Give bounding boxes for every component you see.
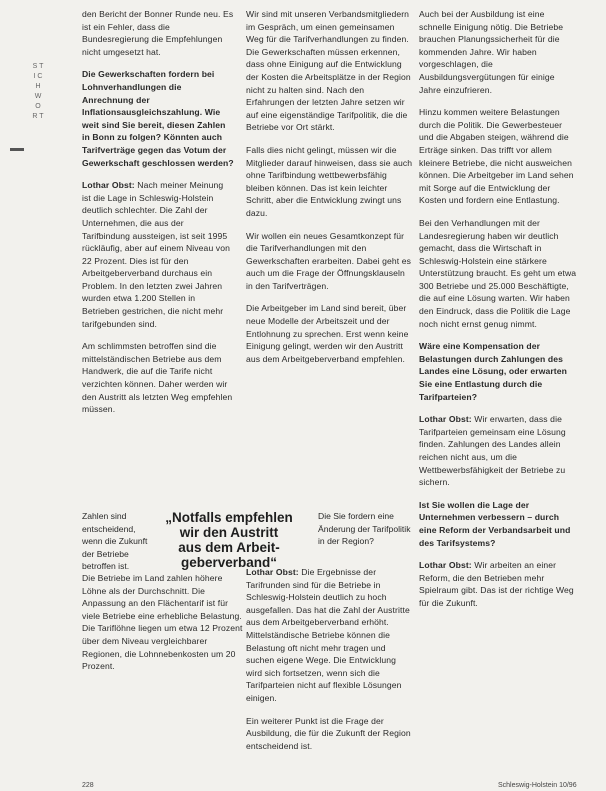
paragraph: Wir wollen ein neues Gesamtkonzept für die Tarifverhandlungen mit den Gewerkschaften erarbeiten. Dabei geht es auch um die Frage der Öffnungsklauseln in den Tarifverträgen. [246, 230, 411, 291]
speaker-name: Lothar Obst: [419, 414, 472, 425]
interview-answer [246, 566, 414, 705]
interview-question: Die Gewerkschaften fordern bei Lohnverhandlungen die Anrechnung der Inflationsausgleichszahlung. Wie weit sind Sie bereit, diesen Zahlen in Bonn zu folgen? Könnten auch Tarifverträge gegen das Votum der Gewerkschaft geschlossen werden? [82, 69, 234, 168]
answer-text: Wir arbeiten an einer Reform, die den Betrieben mehr Spielraum gibt. Das ist der richtige Weg für die Zukunft. [419, 560, 574, 608]
paragraph: Bei den Verhandlungen mit der Landesregierung haben wir deutlich gemacht, dass die Wirtschaft in Schleswig-Holstein eine stärkere Unterstützung braucht. Es geht um etwa 300 Betriebe und 25.000 Beschäftigte, die auf eine Lösung warten. Wir haben den Eindruck, dass die Politik die Lage noch nicht ernst genug nimmt. [419, 217, 577, 329]
speaker-name: Lothar Obst: [419, 560, 472, 571]
margin-label: S T I C H W O R T [32, 63, 44, 120]
interview-answer [419, 559, 577, 609]
paragraph: Wir sind mit unseren Verbandsmitgliedern im Gespräch, um einen gemeinsamen Weg für die Tarifverhandlungen zu finden. Die Gewerkschaften müssen erkennen, dass ohne Einigung auf die Entwicklung der Kosten die Arbeitsplätze in der Region nicht zu halten sind. Nach den Erfahrungen der letzten Jahre setzen wir auf eine eigenständige Tarifpolitik, die die Betriebe vor Ort stärkt. [246, 9, 411, 133]
column-2-lower [246, 566, 414, 762]
page-number: 228 [82, 782, 94, 789]
paragraph: Ein weiterer Punkt ist die Frage der Ausbildung, die für die Zukunft der Region entscheidend ist. [246, 715, 411, 751]
paragraph: Falls dies nicht gelingt, müssen wir die Mitglieder darauf hinweisen, dass sie auch ohne Tarifbindung wettbewerbsfähig bleiben können. Das ist kein leichter Schritt, aber die Entwicklung zwingt uns dazu. [246, 144, 413, 218]
publication-footer: Schleswig-Holstein 10/96 [498, 782, 577, 789]
paragraph: Die Arbeitgeber im Land sind bereit, über neue Modelle der Arbeitszeit und der Entlohnung zu sprechen. Erst wenn keine Einigung gelingt, werden wir den Austritt aus dem Arbeitgeberverband empfehlen. [246, 303, 409, 364]
pull-quote-line: wir den Austritt [179, 525, 279, 540]
column-3 [419, 8, 577, 620]
paragraph: Am schlimmsten betroffen sind die mittelständischen Betriebe aus dem Handwerk, die auf die Tarife nicht verzichten können. Daher werden wir den Austritt als letzten Weg empfehlen müssen. [82, 341, 233, 415]
answer-text: Nach meiner Meinung ist die Lage in Schleswig-Holstein deutlich schlechter. Die Zahl der Unternehmen, die aus der Tarifbindung aussteigen, ist seit 1995 rückläufig, aber auf einem Niveau von 22 Prozent. Dies ist für den Arbeitgeberverband durchaus ein Problem. In den letzten zwei Jahren wurden etwa 1.200 Stellen in Betrieben gestrichen, die nicht mehr tarifgebunden sind. [82, 180, 230, 329]
interview-question: Ist Sie wollen die Lage der Unternehmen verbessern – durch eine Reform der Verbandsarbeit und des Tarifsystems? [419, 499, 571, 548]
pull-quote [148, 510, 310, 570]
margin-marker [10, 148, 24, 151]
pull-quote-line: „Notfalls empfehlen [165, 510, 293, 525]
paragraph: den Bericht der Bonner Runde neu. Es ist ein Fehler, dass die Bundesregierung die Empfehlungen nicht umgesetzt hat. [82, 9, 234, 57]
pullquote-side-left: Zahlen sind entscheidend, wenn die Zukunft der Betriebe betroffen ist. [82, 511, 148, 572]
column-1-continued [82, 572, 244, 683]
answer-text: Die Ergebnisse der Tarifrunden sind für die Betriebe in Schleswig-Holstein deutlich zu hoch ausgefallen. Das hat die Zahl der Austritte aus dem Arbeitgeberverband erhöht. Mittelständische Betriebe können die Belastung oft nicht mehr tragen und suchen eigene Wege. Die Entwicklung wird sich fortsetzen, wenn sich die Tarifparteien nicht auf flexible Lösungen einigen. [246, 567, 410, 703]
interview-answer [82, 179, 234, 330]
interview-question: Wäre eine Kompensation der Belastungen durch Zahlungen des Landes eine Lösung, oder erwarten Sie eine Entlastung durch die Tarifparteien? [419, 341, 567, 402]
paragraph: Hinzu kommen weitere Belastungen durch die Politik. Die Gewerbesteuer und die Abgaben steigen, während die Erträge sinken. Das trifft vor allem kleinere Betriebe, die nicht ausweichen können. Die Arbeitgeber im Land sehen mit Sorge auf die Entwicklung der Kosten und fordern eine Entlastung. [419, 107, 574, 206]
speaker-name: Lothar Obst: [246, 567, 299, 577]
speaker-name: Lothar Obst: [82, 180, 135, 191]
column-1 [82, 8, 234, 426]
pull-quote-line: aus dem Arbeit- [178, 540, 280, 555]
answer-text: Wir erwarten, dass die Tarifparteien gemeinsam eine Lösung finden. Zahlungen des Landes allein reichen nicht aus, um die Wettbewerbsfähigkeit der Betriebe zu sichern. [419, 414, 566, 488]
column-2 [246, 8, 414, 375]
pull-quote-line: geberverband“ [180, 555, 278, 570]
paragraph: Die Betriebe im Land zahlen höhere Löhne als der Durchschnitt. Die Anpassung an den Flächentarif ist für viele Betriebe eine erhebliche Belastung. Die Tariflöhne liegen um etwa 12 Prozent über dem Niveau vergleichbarer Regionen, die Lohnnebenkosten um 20 Prozent. [82, 573, 243, 672]
interview-answer [419, 413, 577, 489]
pullquote-side-right: Die Sie fordern eine Änderung der Tarifpolitik in der Region? [318, 511, 411, 547]
paragraph: Auch bei der Ausbildung ist eine schnelle Einigung nötig. Die Betriebe brauchen Planungssicherheit für die kommenden Jahre. Wir haben vorgeschlagen, die Ausbildungsvergütungen für einige Jahre einzufrieren. [419, 9, 564, 95]
